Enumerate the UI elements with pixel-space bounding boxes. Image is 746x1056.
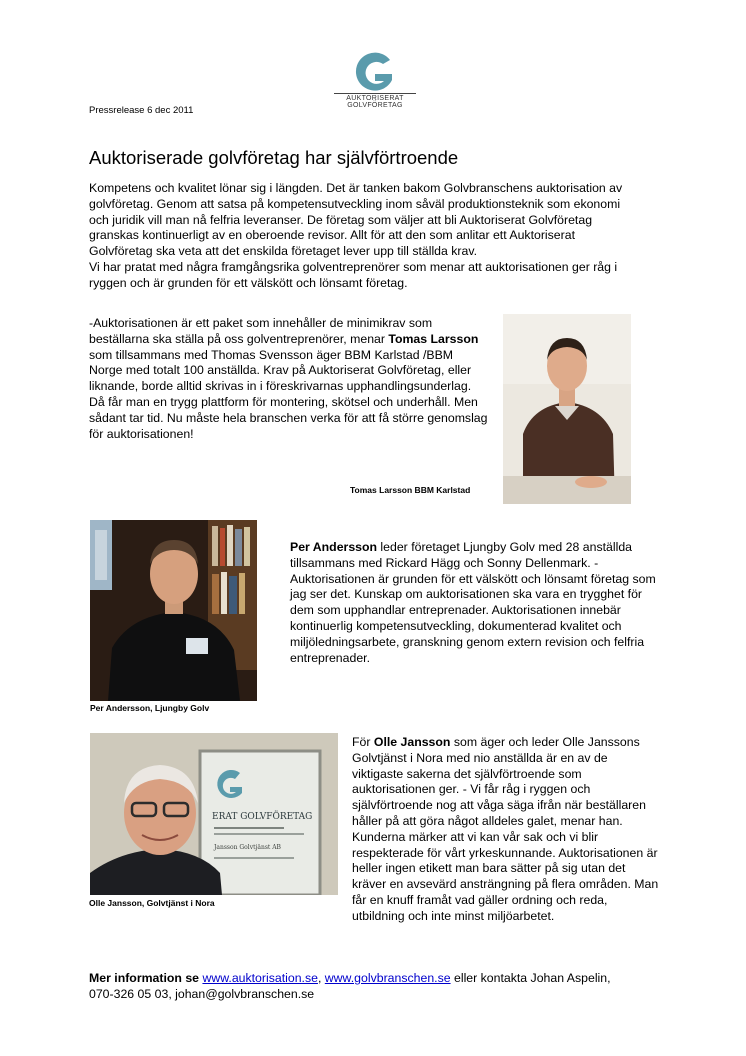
release-date: Pressrelease 6 dec 2011 <box>89 105 194 116</box>
intro-line: Kompetens och kvalitet lönar sig i längden. Det är tanken bakom Golvbranschens auktorisation av <box>89 181 623 195</box>
andersson-caption: Per Andersson, Ljungby Golv <box>90 703 210 713</box>
jansson-text-after: som äger och leder Olle Janssons Golvtjänst i Nora med nio anställda är en av de viktigaste sakerna det självförtroende som auktorisationen ger. - Vi får råg i ryggen och självförtroende nog att våga säga ifrån när beställaren håller på att göra något alldeles galet, menar han. Kunderna märker att vi kan vår sak och vi blir respekterade för vårt yrkeskunnande. Auktorisationen är heller ingen etikett man bara sätter på sig utan det kräver en avsevärd ansträngning på flera områden. Man får en knuff framåt vad gäller ordning och reda, utbildning och inte minst miljöarbetet. <box>352 735 659 923</box>
larsson-text-after: som tillsammans med Thomas Svensson äger BBM Karlstad /BBM Norge med totalt 100 anställda. Krav på Auktoriserat Golvföretag, eller liknande, borde alltid skrivas in i föreskrivarnas upphandlingsunderlag. Då får man en trygg plattform för montering, skötsel och underhåll. Men sådant tar tid. Nu måste hela branschen verka för att få större genomslag för auktorisationen! <box>89 347 488 441</box>
larsson-caption: Tomas Larsson BBM Karlstad <box>350 485 471 495</box>
andersson-text-after: leder företaget Ljungby Golv med 28 anställda tillsammans med Rickard Hägg och Sonny Dellenmark. -Auktorisationen är grunden för ett välskött och lönsamt företag som jag ser det. Kunskap om auktorisationen ska vara en trygghet för dem som upphandlar entreprenader. Auktorisationen innebär kontinuerlig kompetensutveckling, dokumenterad kvalitet och miljöledningsarbete, granskning genom extern revision och felfria entreprenader. <box>290 540 656 665</box>
larsson-photo <box>503 314 631 504</box>
logo-divider <box>334 93 416 94</box>
intro-line: Golvföretag ska veta att det enskilda företaget lever upp till ställda krav. <box>89 244 478 259</box>
intro-line: granskas kontinuerligt av en oberoende revisor. Allt för att den som anlitar ett Auktoriserat <box>89 228 575 243</box>
certificate-heading: ERAT GOLVFÖRETAG <box>212 812 313 822</box>
contact-lead: Mer information se <box>89 971 200 985</box>
logo-text: AUKTORISERAT GOLVFÖRETAG <box>346 95 404 109</box>
logo-g-icon <box>348 50 398 96</box>
andersson-paragraph <box>290 540 660 666</box>
link-separator: , <box>317 971 325 985</box>
contact-line <box>89 971 659 987</box>
andersson-name: Per Andersson <box>290 540 378 554</box>
jansson-caption: Olle Jansson, Golvtjänst i Nora <box>89 898 215 908</box>
jansson-photo <box>90 733 338 895</box>
golvbranschen-link[interactable]: www.golvbranschen.se <box>324 971 451 985</box>
auktorisation-link[interactable]: www.auktorisation.se <box>202 971 318 985</box>
jansson-paragraph <box>352 735 662 925</box>
intro-line: golvföretag. Genom att satsa på kompetensutveckling inom såväl produktionsteknik som ekonomi <box>89 196 621 211</box>
contact-tail: eller kontakta Johan Aspelin, <box>450 971 611 985</box>
larsson-text-before: -Auktorisationen är ett paket som innehåller de minimikrav som beställarna ska ställa på oss golventreprenörer, menar <box>89 316 433 346</box>
jansson-text-before: För <box>352 735 374 749</box>
larsson-name: Tomas Larsson <box>388 331 479 346</box>
andersson-photo <box>90 520 257 701</box>
larsson-paragraph <box>89 316 489 442</box>
page-title: Auktoriserade golvföretag har självförtroende <box>89 147 459 168</box>
intro-line: och juridik vill man nå felfria leveranser. De företag som väljer att bli Auktoriserat Golvföretag <box>89 212 593 227</box>
jansson-name: Olle Jansson <box>373 735 451 749</box>
intro-paragraph <box>89 181 649 292</box>
contact-info <box>89 971 659 1003</box>
contact-details: 070-326 05 03, johan@golvbranschen.se <box>89 986 315 1001</box>
intro-line: ryggen och är grunden för ett välskött och lönsamt företag. <box>89 275 408 290</box>
certificate-company: Jansson Golvtjänst AB <box>214 844 281 851</box>
intro-line: Vi har pratat med några framgångsrika golventreprenörer som menar att auktorisationen ger råg i <box>89 259 618 274</box>
